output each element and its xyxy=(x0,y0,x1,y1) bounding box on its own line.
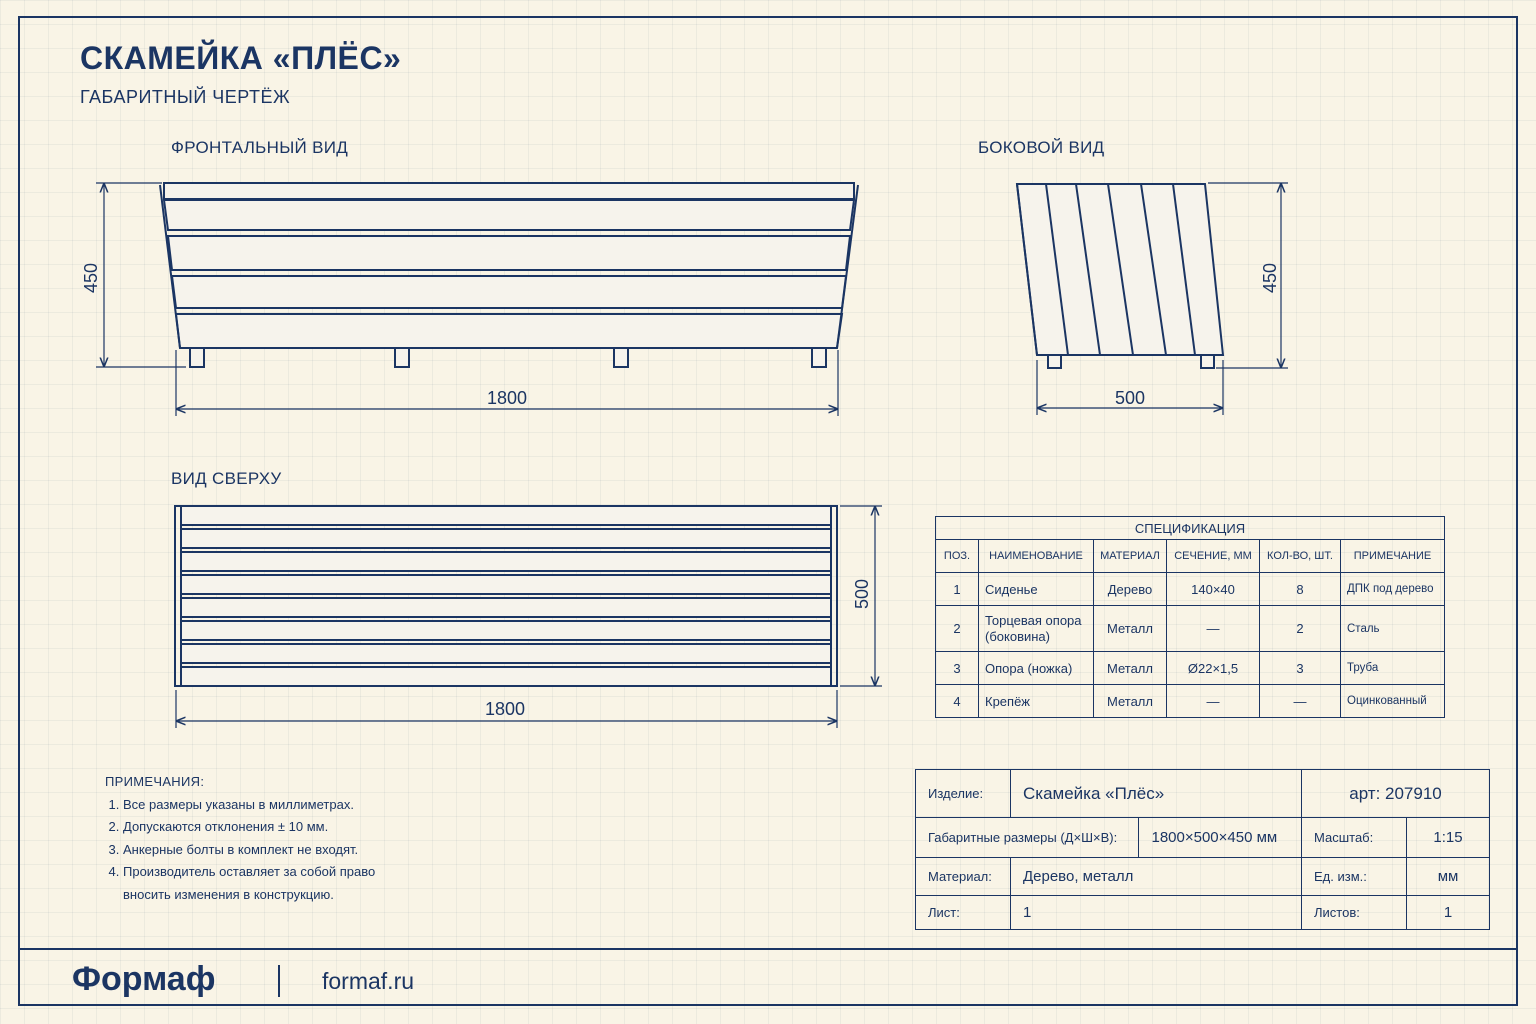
notes-block xyxy=(105,771,423,906)
list-item: 2. Допускаются отклонения ± 10 мм. xyxy=(123,816,423,839)
spec-cell-note: Оцинкованный xyxy=(1341,685,1445,718)
side-leg-1 xyxy=(1048,355,1061,368)
dimensions-label: Габаритные размеры (Д×Ш×В): xyxy=(916,818,1139,858)
unit-label: Ед. изм.: xyxy=(1302,858,1407,896)
spec-cell-pos: 2 xyxy=(936,606,979,652)
top-slat-8 xyxy=(181,667,831,686)
spec-cell-qty: 3 xyxy=(1260,652,1341,685)
front-leg-1 xyxy=(190,348,204,367)
spec-cell-section: — xyxy=(1167,606,1260,652)
front-top-board xyxy=(164,183,854,199)
side-view-label: БОКОВОЙ ВИД xyxy=(978,138,1105,157)
top-width-dim-text: 1800 xyxy=(484,699,526,719)
spec-cell-note: Труба xyxy=(1341,652,1445,685)
spec-cell-material: Металл xyxy=(1094,685,1167,718)
side-leg-2 xyxy=(1201,355,1214,368)
top-slat-3 xyxy=(181,552,831,571)
website-link[interactable]: formaf.ru xyxy=(322,968,415,994)
specification-table xyxy=(935,516,1445,718)
sheet-value: 1 xyxy=(1011,896,1302,930)
spec-cell-pos: 4 xyxy=(936,685,979,718)
spec-cell-material: Металл xyxy=(1094,606,1167,652)
sheets-value: 1 xyxy=(1407,896,1490,930)
spec-col-note: ПРИМЕЧАНИЕ xyxy=(1341,540,1445,573)
scale-label: Масштаб: xyxy=(1302,818,1407,858)
spec-cell-qty: 8 xyxy=(1260,573,1341,606)
page-subtitle: ГАБАРИТНЫЙ ЧЕРТЁЖ xyxy=(80,87,291,107)
spec-col-pos: ПОЗ. xyxy=(936,540,979,573)
top-view xyxy=(175,506,837,686)
spec-cell-note: ДПК под дерево xyxy=(1341,573,1445,606)
side-height-dim-text: 450 xyxy=(1260,262,1280,294)
scale-value: 1:15 xyxy=(1407,818,1490,858)
front-height-dim-text: 450 xyxy=(81,262,101,294)
list-item: 4. Производитель оставляет за собой право вносить изменения в конструкцию. xyxy=(123,861,423,906)
front-width-dim-text: 1800 xyxy=(486,388,528,408)
spec-col-name: НАИМЕНОВАНИЕ xyxy=(979,540,1094,573)
material-value: Дерево, металл xyxy=(1011,858,1302,896)
spec-cell-material: Металл xyxy=(1094,652,1167,685)
top-slat-2 xyxy=(181,529,831,548)
spec-col-qty: КОЛ-ВО, ШТ. xyxy=(1260,540,1341,573)
side-width-dim-text: 500 xyxy=(1114,388,1146,408)
list-item: 1. Все размеры указаны в миллиметрах. xyxy=(123,794,423,817)
spec-header-row xyxy=(936,540,1445,573)
article-number: арт: 207910 xyxy=(1302,770,1490,818)
spec-cell-name: Торцевая опора (боковина) xyxy=(979,606,1094,652)
table-row xyxy=(936,652,1445,685)
table-row xyxy=(936,685,1445,718)
front-view-label: ФРОНТАЛЬНЫЙ ВИД xyxy=(171,138,349,157)
spec-col-section: СЕЧЕНИЕ, ММ xyxy=(1167,540,1260,573)
spec-col-material: МАТЕРИАЛ xyxy=(1094,540,1167,573)
spec-cell-section: 140×40 xyxy=(1167,573,1260,606)
front-board-4 xyxy=(176,314,842,348)
front-leg-3 xyxy=(614,348,628,367)
dimensions-value: 1800×500×450 мм xyxy=(1139,818,1302,858)
top-slat-6 xyxy=(181,621,831,640)
sheets-label: Листов: xyxy=(1302,896,1407,930)
front-view xyxy=(160,183,858,367)
title-block xyxy=(915,769,1490,930)
front-board-3 xyxy=(172,276,846,308)
spec-cell-qty: — xyxy=(1260,685,1341,718)
footer-separator xyxy=(278,965,280,997)
top-slat-5 xyxy=(181,598,831,617)
spec-cell-pos: 3 xyxy=(936,652,979,685)
page-title: СКАМЕЙКА «ПЛЁС» xyxy=(80,40,402,76)
brand-logo: Формаф xyxy=(72,960,216,998)
unit-value: мм xyxy=(1407,858,1490,896)
side-view xyxy=(1017,184,1223,368)
spec-cell-pos: 1 xyxy=(936,573,979,606)
front-board-1 xyxy=(164,200,854,230)
top-view-label: ВИД СВЕРХУ xyxy=(171,469,282,488)
notes-heading: ПРИМЕЧАНИЯ: xyxy=(105,774,205,789)
top-slat-7 xyxy=(181,644,831,663)
table-row xyxy=(936,606,1445,652)
front-leg-2 xyxy=(395,348,409,367)
product-label: Изделие: xyxy=(916,770,1011,818)
front-leg-4 xyxy=(812,348,826,367)
spec-cell-section: — xyxy=(1167,685,1260,718)
spec-cell-name: Крепёж xyxy=(979,685,1094,718)
product-value: Скамейка «Плёс» xyxy=(1011,770,1302,818)
spec-cell-name: Сиденье xyxy=(979,573,1094,606)
top-depth-dim-text: 500 xyxy=(852,578,872,610)
spec-cell-section: Ø22×1,5 xyxy=(1167,652,1260,685)
table-row xyxy=(936,573,1445,606)
list-item: 3. Анкерные болты в комплект не входят. xyxy=(123,839,423,862)
spec-cell-note: Сталь xyxy=(1341,606,1445,652)
top-slat-4 xyxy=(181,575,831,594)
material-label: Материал: xyxy=(916,858,1011,896)
spec-caption: СПЕЦИФИКАЦИЯ xyxy=(936,517,1445,540)
spec-cell-name: Опора (ножка) xyxy=(979,652,1094,685)
spec-cell-qty: 2 xyxy=(1260,606,1341,652)
sheet-label: Лист: xyxy=(916,896,1011,930)
top-slat-1 xyxy=(181,506,831,525)
spec-cell-material: Дерево xyxy=(1094,573,1167,606)
front-board-2 xyxy=(168,236,850,270)
notes-list xyxy=(105,794,423,907)
